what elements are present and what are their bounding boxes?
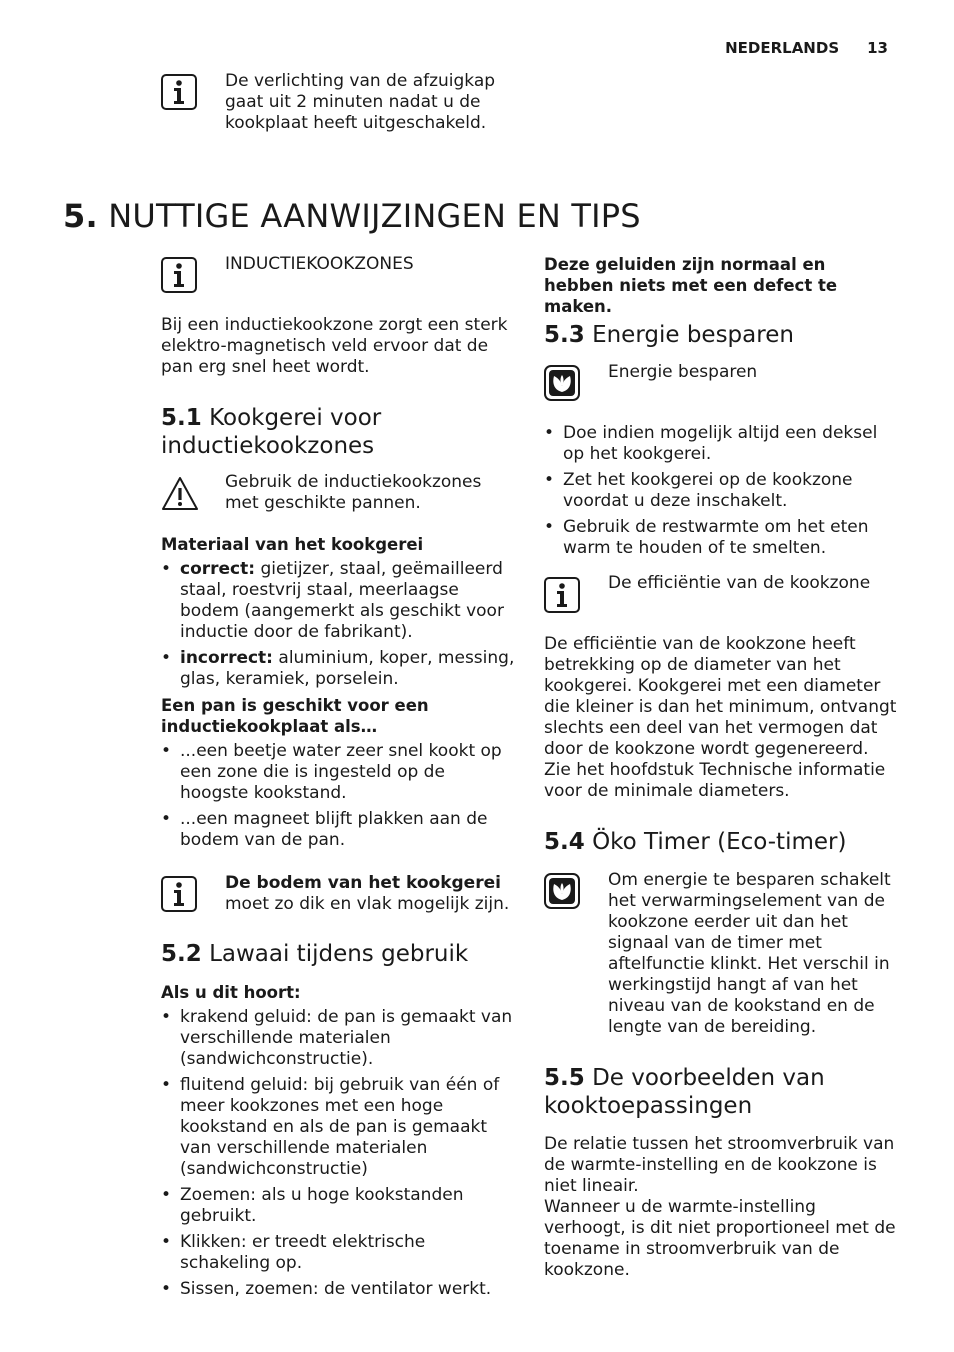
note-text: moet zo dik en vlak mogelijk zijn.: [225, 894, 510, 914]
chapter-number: 5.: [63, 197, 98, 235]
list-item: • krakend geluid: de pan is gemaakt van verschillende materialen (sandwichconstructie).: [161, 1007, 516, 1070]
paragraph: De relatie tussen het stroomverbruik van de warmte-instelling en de kookzone is niet lineair.: [544, 1134, 895, 1196]
incorrect-label: incorrect:: [180, 648, 273, 668]
info-icon: [161, 257, 195, 291]
cooking-examples-text: [544, 1134, 899, 1281]
info-icon: [161, 876, 195, 910]
list-item: • Gebruik de restwarmte om het eten warm te houden of te smelten.: [544, 517, 899, 559]
section-title: Öko Timer (Eco-timer): [592, 829, 847, 855]
section-5-2-heading: [161, 940, 516, 968]
list-item: • Zet het kookgerei op de kookzone voordat u deze inschakelt.: [544, 470, 899, 512]
list-item: • fluitend geluid: bij gebruik van één of meer kookzones met een hoge kookstand en als de pan is gemaakt van verschillende materialen (sandwichconstructie): [161, 1075, 516, 1180]
efficiency-text: De efficiëntie van de kookzone heeft betrekking op de diameter van het kookgerei. Kookgerei met een diameter die kleiner is dan het minimum, ontvangt slechts een deel van het vermogen dat door de kookzone wordt gegenereerd. Zie het hoofdstuk Technische informatie voor de minimale diameters.: [544, 634, 897, 801]
chapter-title-text: NUTTIGE AANWIJZINGEN EN TIPS: [108, 197, 641, 235]
page-header: [725, 38, 888, 59]
chapter-title: [63, 196, 641, 236]
list-item: [161, 559, 516, 643]
section-5-4-heading: [544, 828, 899, 856]
section-5-5-heading: [544, 1064, 899, 1120]
header-language: NEDERLANDS: [725, 39, 840, 57]
section-title: Energie besparen: [592, 322, 794, 348]
noise-heading: Als u dit hoort:: [161, 983, 301, 1002]
list-item: • ...een beetje water zeer snel kookt op een zone die is ingesteld op de hoogste kookstand.: [161, 741, 516, 804]
eco-timer-text: Om energie te besparen schakelt het verwarmingselement van de kookzone eerder uit dan het signaal van de timer met aftelfunctie klinkt. Het verschil in werkingstijd hangt af van het niveau van de kookstand en de lengte van de bereiding.: [608, 870, 891, 1037]
section-number: 5.3: [544, 322, 585, 348]
eco-note-text: Energie besparen: [608, 362, 758, 382]
section-number: 5.2: [161, 941, 202, 967]
section-5-3-heading: [544, 321, 899, 349]
list-item: [161, 648, 516, 690]
material-block: [161, 534, 516, 856]
note-bold: De bodem van het kookgerei: [225, 873, 501, 893]
correct-text: gietijzer, staal, geëmailleerd staal, roestvrij staal, meerlaagse bodem (aangemerkt als geschikt voor inductie door de fabrikant).: [180, 559, 504, 642]
induction-note: INDUCTIEKOOKZONES: [225, 254, 414, 274]
paragraph: Wanneer u de warmte-instelling verhoogt, is dit niet proportioneel met de toename in stroomverbruik van de kookzone.: [544, 1197, 896, 1280]
efficiency-note: De efficiëntie van de kookzone: [608, 573, 871, 593]
section-title: Kookgerei voor inductiekookzones: [161, 405, 382, 459]
section-number: 5.1: [161, 405, 202, 431]
section-title: De voorbeelden van kooktoepassingen: [544, 1065, 825, 1119]
suitable-heading: Een pan is geschikt voor een inductiekookplaat als…: [161, 696, 429, 736]
energy-list: [544, 423, 899, 564]
correct-label: correct:: [180, 559, 256, 579]
info-icon: [544, 577, 578, 611]
induction-intro: Bij een inductiekookzone zorgt een sterk elektro-magnetisch veld ervoor dat de pan erg snel heet wordt.: [161, 315, 508, 377]
cookware-bottom-note: [225, 873, 520, 915]
warning-icon: [161, 476, 199, 512]
top-note-text: De verlichting van de afzuigkap gaat uit 2 minuten nadat u de kookplaat heeft uitgeschakeld.: [225, 71, 496, 133]
eco-leaf-icon: [544, 873, 578, 907]
list-item: • Klikken: er treedt elektrische schakeling op.: [161, 1232, 516, 1274]
section-5-1-heading: [161, 404, 511, 460]
list-item: • ...een magneet blijft plakken aan de bodem van de pan.: [161, 809, 516, 851]
list-item: • Sissen, zoemen: de ventilator werkt.: [161, 1279, 516, 1300]
list-item: • Zoemen: als u hoge kookstanden gebruikt.: [161, 1185, 516, 1227]
incorrect-text: aluminium, koper, messing, glas, keramiek, porselein.: [180, 648, 515, 689]
noise-block: [161, 982, 516, 1305]
page-number: 13: [867, 39, 888, 57]
material-heading: Materiaal van het kookgerei: [161, 535, 424, 554]
normal-sounds-text: Deze geluiden zijn normaal en hebben niets met een defect te maken.: [544, 255, 838, 316]
info-icon: [161, 74, 195, 108]
section-number: 5.4: [544, 829, 585, 855]
eco-leaf-icon: [544, 365, 578, 399]
warning-text: Gebruik de inductiekookzones met geschikte pannen.: [225, 472, 482, 513]
section-number: 5.5: [544, 1065, 585, 1091]
list-item: • Doe indien mogelijk altijd een deksel op het kookgerei.: [544, 423, 899, 465]
section-title: Lawaai tijdens gebruik: [209, 941, 469, 967]
